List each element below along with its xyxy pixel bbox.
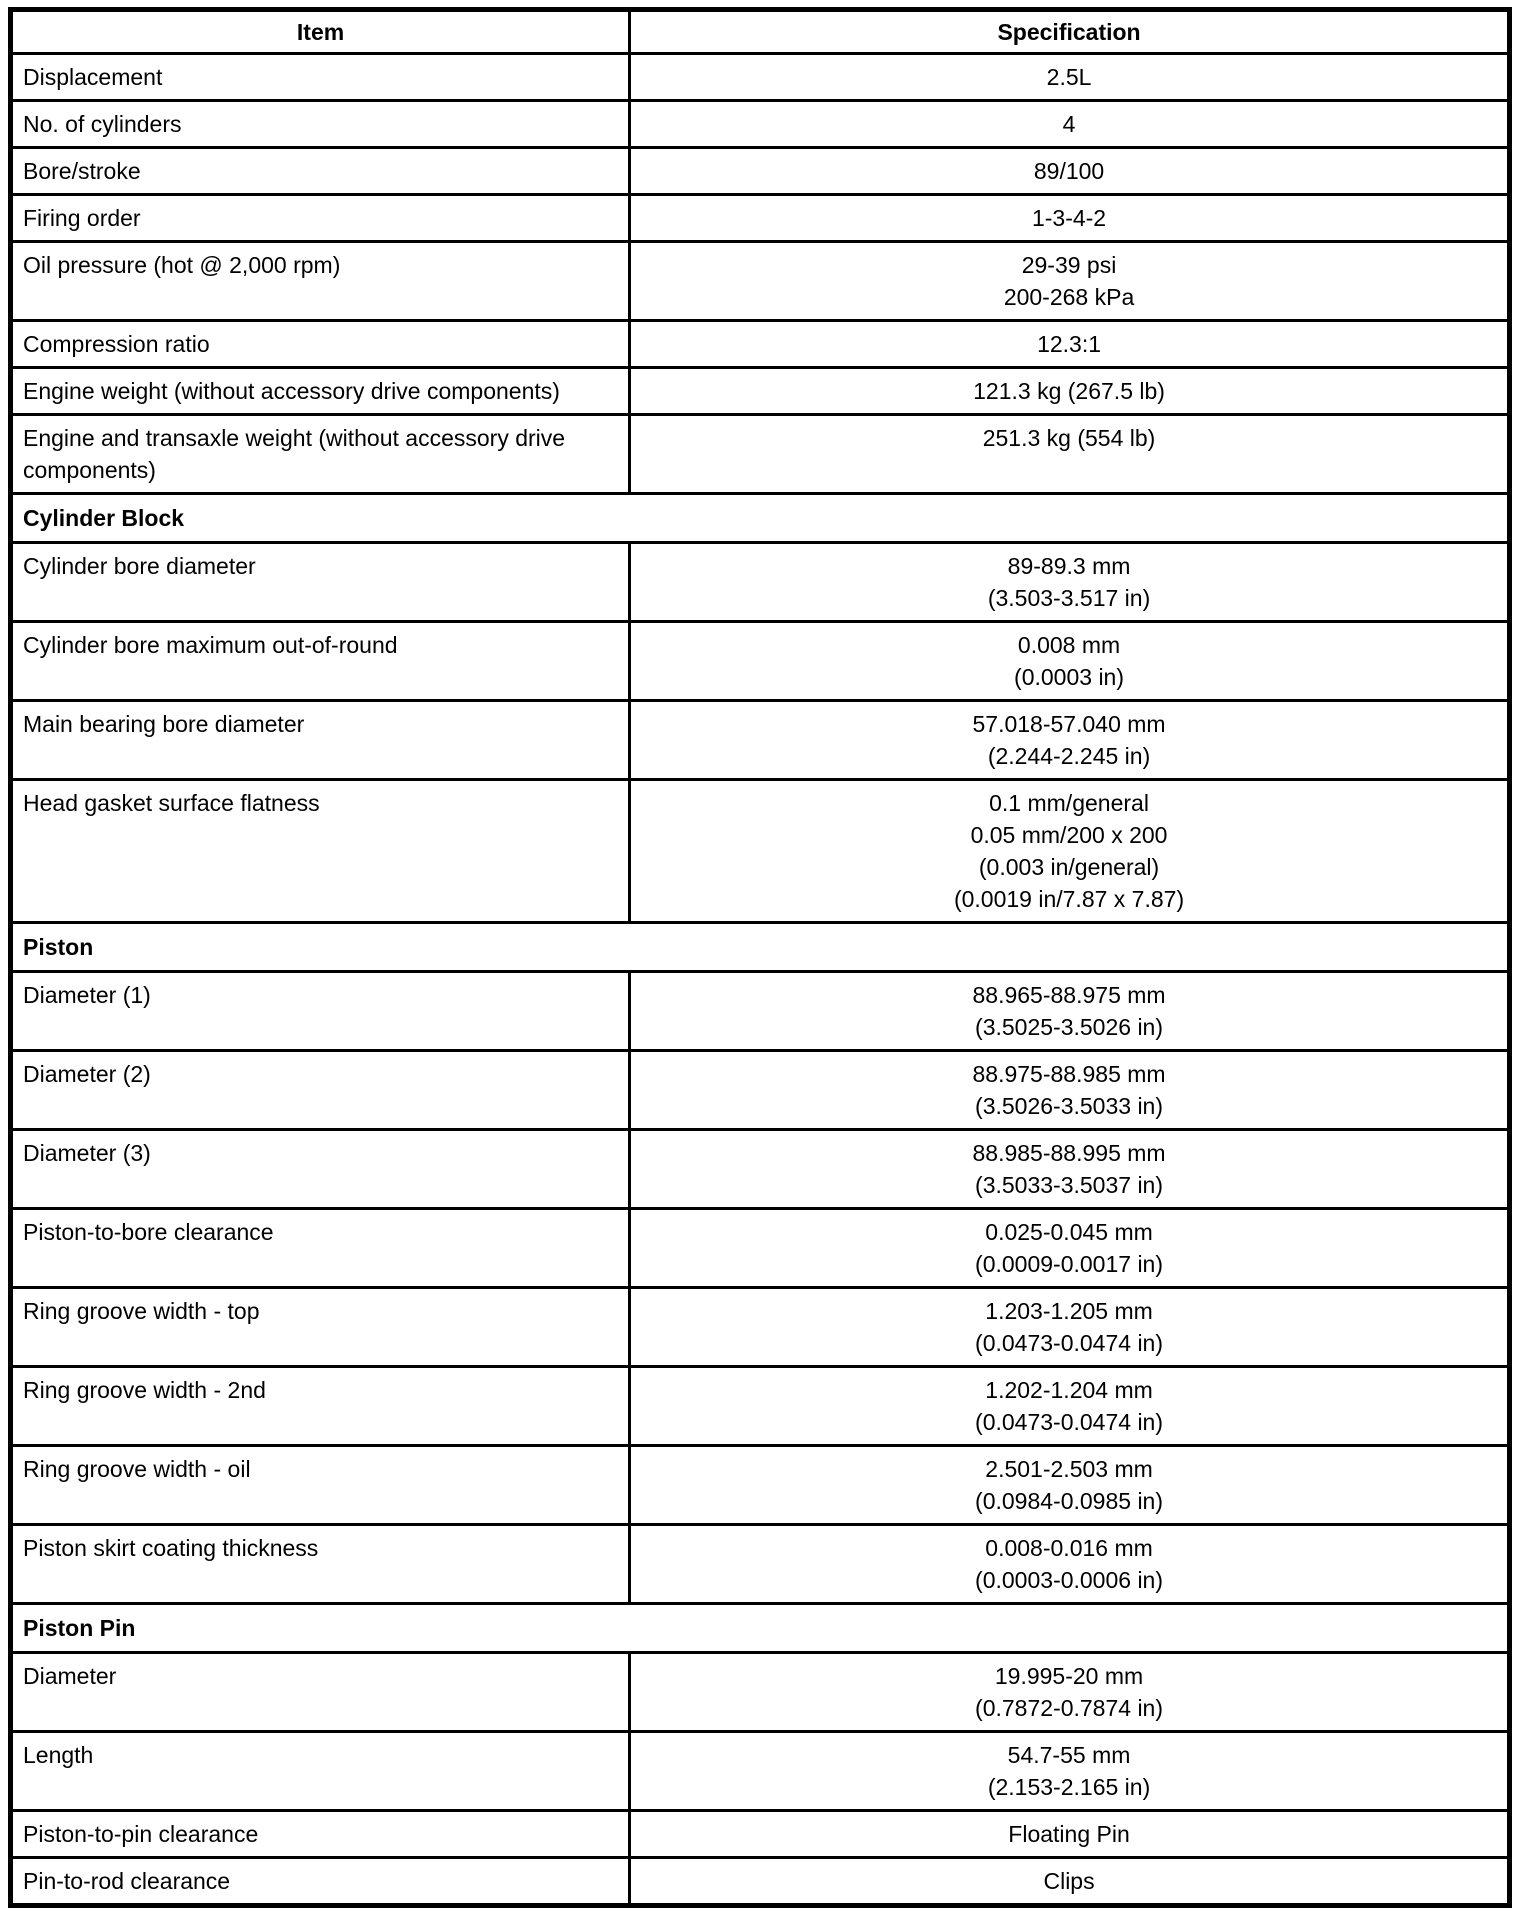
item-cell: Pin-to-rod clearance [11, 1858, 630, 1906]
item-cell: Engine and transaxle weight (without accessory drive components) [11, 415, 630, 494]
spec-line: 1.203-1.205 mm [985, 1298, 1153, 1324]
item-cell: Cylinder bore diameter [11, 543, 630, 622]
spec-line: (2.244-2.245 in) [987, 743, 1151, 769]
spec-line: Floating Pin [1008, 1821, 1130, 1847]
table-row [11, 195, 1510, 242]
table-row [11, 622, 1510, 701]
spec-cell [630, 543, 1510, 622]
table-row [11, 1288, 1510, 1367]
spec-cell [630, 1446, 1510, 1525]
table-row [11, 1811, 1510, 1858]
item-cell: Bore/stroke [11, 148, 630, 195]
spec-cell [630, 1288, 1510, 1367]
section-row [11, 923, 1510, 972]
spec-line: 88.985-88.995 mm [972, 1140, 1166, 1166]
spec-cell [630, 1858, 1510, 1906]
spec-line: 0.1 mm/general [989, 790, 1149, 816]
spec-cell [630, 1130, 1510, 1209]
spec-cell [630, 1811, 1510, 1858]
table-row [11, 148, 1510, 195]
item-cell: Head gasket surface flatness [11, 780, 630, 923]
table-row [11, 1209, 1510, 1288]
item-cell: Main bearing bore diameter [11, 701, 630, 780]
spec-line: 54.7-55 mm [1007, 1742, 1131, 1768]
spec-line: (0.0019 in/7.87 x 7.87) [953, 886, 1185, 912]
spec-line: (0.0984-0.0985 in) [975, 1488, 1164, 1514]
spec-line: 121.3 kg (267.5 lb) [973, 378, 1165, 404]
table-header [11, 10, 1510, 54]
spec-line: 2.501-2.503 mm [985, 1456, 1153, 1482]
spec-line: 0.025-0.045 mm [985, 1219, 1153, 1245]
spec-line: (0.0003-0.0006 in) [975, 1567, 1164, 1593]
spec-line: 0.008 mm [1017, 632, 1121, 658]
spec-line: 89/100 [1033, 158, 1105, 184]
spec-line: 88.975-88.985 mm [972, 1061, 1166, 1087]
table-row [11, 1653, 1510, 1732]
spec-line: 12.3:1 [1037, 331, 1102, 357]
item-cell: Ring groove width - oil [11, 1446, 630, 1525]
table-row [11, 321, 1510, 368]
column-header-item: Item [11, 10, 630, 54]
item-cell: Oil pressure (hot @ 2,000 rpm) [11, 242, 630, 321]
table-row [11, 543, 1510, 622]
item-cell: Displacement [11, 54, 630, 101]
item-cell: Piston-to-pin clearance [11, 1811, 630, 1858]
spec-cell [630, 780, 1510, 923]
item-cell: Firing order [11, 195, 630, 242]
spec-line: (3.5026-3.5033 in) [975, 1093, 1164, 1119]
spec-line: 88.965-88.975 mm [972, 982, 1166, 1008]
item-cell: Diameter (3) [11, 1130, 630, 1209]
spec-line: Clips [1043, 1868, 1095, 1894]
spec-cell [630, 701, 1510, 780]
item-cell: Diameter (1) [11, 972, 630, 1051]
table-row [11, 701, 1510, 780]
spec-line: (2.153-2.165 in) [987, 1774, 1151, 1800]
spec-line: (3.5033-3.5037 in) [975, 1172, 1164, 1198]
spec-line: 251.3 kg (554 lb) [982, 425, 1156, 451]
spec-cell [630, 1367, 1510, 1446]
table-row [11, 780, 1510, 923]
spec-line: 200-268 kPa [1003, 284, 1135, 310]
table-row [11, 1525, 1510, 1604]
table-row [11, 1367, 1510, 1446]
section-label: Piston [11, 923, 1510, 972]
spec-cell [630, 321, 1510, 368]
spec-line: 0.05 mm/200 x 200 [970, 822, 1168, 848]
table-row [11, 1446, 1510, 1525]
spec-line: 19.995-20 mm [994, 1663, 1144, 1689]
spec-cell [630, 1209, 1510, 1288]
section-row [11, 494, 1510, 543]
header-row [11, 10, 1510, 54]
item-cell: Engine weight (without accessory drive components) [11, 368, 630, 415]
table-row [11, 242, 1510, 321]
spec-cell [630, 242, 1510, 321]
item-cell: Cylinder bore maximum out-of-round [11, 622, 630, 701]
spec-line: (3.503-3.517 in) [987, 585, 1151, 611]
spec-cell [630, 1653, 1510, 1732]
spec-line: (0.003 in/general) [978, 854, 1160, 880]
column-header-specification: Specification [630, 10, 1510, 54]
table-row [11, 101, 1510, 148]
spec-line: 1-3-4-2 [1031, 205, 1107, 231]
spec-cell [630, 1732, 1510, 1811]
item-cell: Diameter (2) [11, 1051, 630, 1130]
spec-cell [630, 415, 1510, 494]
spec-line: 4 [1062, 111, 1076, 137]
spec-line: 57.018-57.040 mm [972, 711, 1166, 737]
spec-cell [630, 1525, 1510, 1604]
spec-line: (0.7872-0.7874 in) [975, 1695, 1164, 1721]
spec-line: (3.5025-3.5026 in) [975, 1014, 1164, 1040]
item-cell: Diameter [11, 1653, 630, 1732]
table-row [11, 972, 1510, 1051]
table-row [11, 54, 1510, 101]
spec-cell [630, 101, 1510, 148]
spec-line: 29-39 psi [1021, 252, 1117, 278]
item-cell: Piston skirt coating thickness [11, 1525, 630, 1604]
table-row [11, 1051, 1510, 1130]
spec-line: 1.202-1.204 mm [985, 1377, 1153, 1403]
section-label: Piston Pin [11, 1604, 1510, 1653]
spec-cell [630, 195, 1510, 242]
item-cell: Ring groove width - top [11, 1288, 630, 1367]
spec-cell [630, 368, 1510, 415]
spec-cell [630, 1051, 1510, 1130]
item-cell: Ring groove width - 2nd [11, 1367, 630, 1446]
spec-line: (0.0473-0.0474 in) [975, 1409, 1164, 1435]
table-row [11, 368, 1510, 415]
spec-line: 89-89.3 mm [1007, 553, 1131, 579]
spec-cell [630, 622, 1510, 701]
spec-line: 0.008-0.016 mm [985, 1535, 1153, 1561]
item-cell: Length [11, 1732, 630, 1811]
spec-cell [630, 972, 1510, 1051]
spec-cell [630, 54, 1510, 101]
spec-line: (0.0003 in) [1014, 664, 1125, 690]
item-cell: No. of cylinders [11, 101, 630, 148]
section-label: Cylinder Block [11, 494, 1510, 543]
item-cell: Compression ratio [11, 321, 630, 368]
table-row [11, 1732, 1510, 1811]
spec-line: (0.0009-0.0017 in) [975, 1251, 1164, 1277]
spec-cell [630, 148, 1510, 195]
item-cell: Piston-to-bore clearance [11, 1209, 630, 1288]
spec-line: 2.5L [1046, 64, 1092, 90]
table-row [11, 1858, 1510, 1906]
spec-line: (0.0473-0.0474 in) [975, 1330, 1164, 1356]
engine-specifications-table [8, 7, 1512, 1908]
section-row [11, 1604, 1510, 1653]
spec-table-body [11, 54, 1510, 1906]
table-row [11, 415, 1510, 494]
table-row [11, 1130, 1510, 1209]
